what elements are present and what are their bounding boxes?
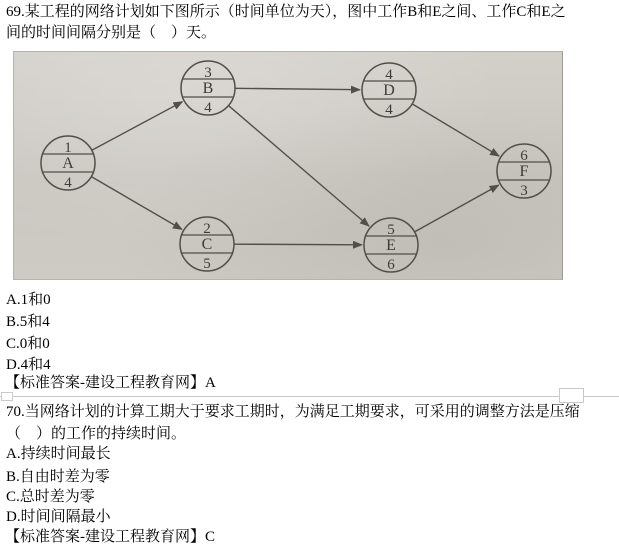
diagram-node-C [180, 217, 234, 272]
diagram-edge-B-D [235, 88, 360, 89]
q70-option-b: B.自由时差为零 [6, 469, 110, 485]
q70-answer: 【标准答案-建设工程教育网】C [5, 529, 216, 545]
q70-option-c: C.总时差为零 [6, 489, 95, 505]
section-divider-left-marker [1, 392, 13, 401]
diagram-edge-C-E [234, 244, 362, 245]
node-A-duration: 4 [64, 175, 72, 191]
node-A-number: 1 [64, 140, 72, 156]
q69-option-a: A.1和0 [6, 292, 51, 308]
q69-text-line1: 69.某工程的网络计划如下图所示（时间单位为天），图中工作B和E之间、工作C和E之 [6, 4, 566, 20]
q69-text-line2: 间的时间间隔分别是（ ）天。 [6, 25, 217, 41]
node-C-number: 2 [203, 221, 211, 237]
diagram-edge-E-F [415, 185, 499, 232]
diagram-node-D [362, 63, 416, 118]
diagram-edge-B-E [228, 106, 368, 227]
q69-option-d: D.4和4 [6, 357, 51, 373]
node-C-duration: 5 [203, 256, 211, 272]
node-B-number: 3 [204, 65, 212, 81]
node-A-label: A [62, 155, 74, 172]
node-D-duration: 4 [385, 102, 393, 118]
section-divider-line [0, 396, 619, 397]
q70-text-line1: 70.当网络计划的计算工期大于要求工期时，为满足工期要求，可采用的调整方法是压缩 [6, 404, 580, 420]
node-E-duration: 6 [387, 257, 395, 273]
diagram-node-F [497, 144, 551, 199]
q69-option-b: B.5和4 [6, 314, 50, 330]
network-diagram [14, 52, 562, 279]
diagram-node-E [364, 218, 418, 273]
q69-option-c: C.0和0 [6, 336, 50, 352]
q69-answer: 【标准答案-建设工程教育网】A [5, 375, 216, 391]
node-C-label: C [201, 236, 213, 253]
diagram-edge-A-B [92, 102, 183, 151]
q70-option-d: D.时间间隔最小 [6, 509, 111, 525]
diagram-edge-D-F [412, 104, 499, 156]
node-B-label: B [202, 80, 214, 97]
node-F-duration: 3 [520, 183, 528, 199]
section-divider-right-marker [559, 388, 584, 403]
node-E-label: E [386, 237, 396, 254]
node-D-number: 4 [385, 67, 393, 83]
q70-text-line2: （ ）的工作的持续时间。 [6, 426, 187, 442]
node-D-label: D [383, 82, 395, 99]
network-diagram-photo [13, 51, 563, 280]
node-F-number: 6 [520, 148, 528, 164]
node-B-duration: 4 [204, 100, 212, 116]
diagram-edge-A-C [91, 177, 182, 230]
diagram-node-A [41, 136, 95, 191]
q70-option-a: A.持续时间最长 [6, 446, 111, 462]
diagram-node-B [181, 61, 235, 116]
node-F-label: F [519, 163, 529, 180]
node-E-number: 5 [387, 222, 395, 238]
